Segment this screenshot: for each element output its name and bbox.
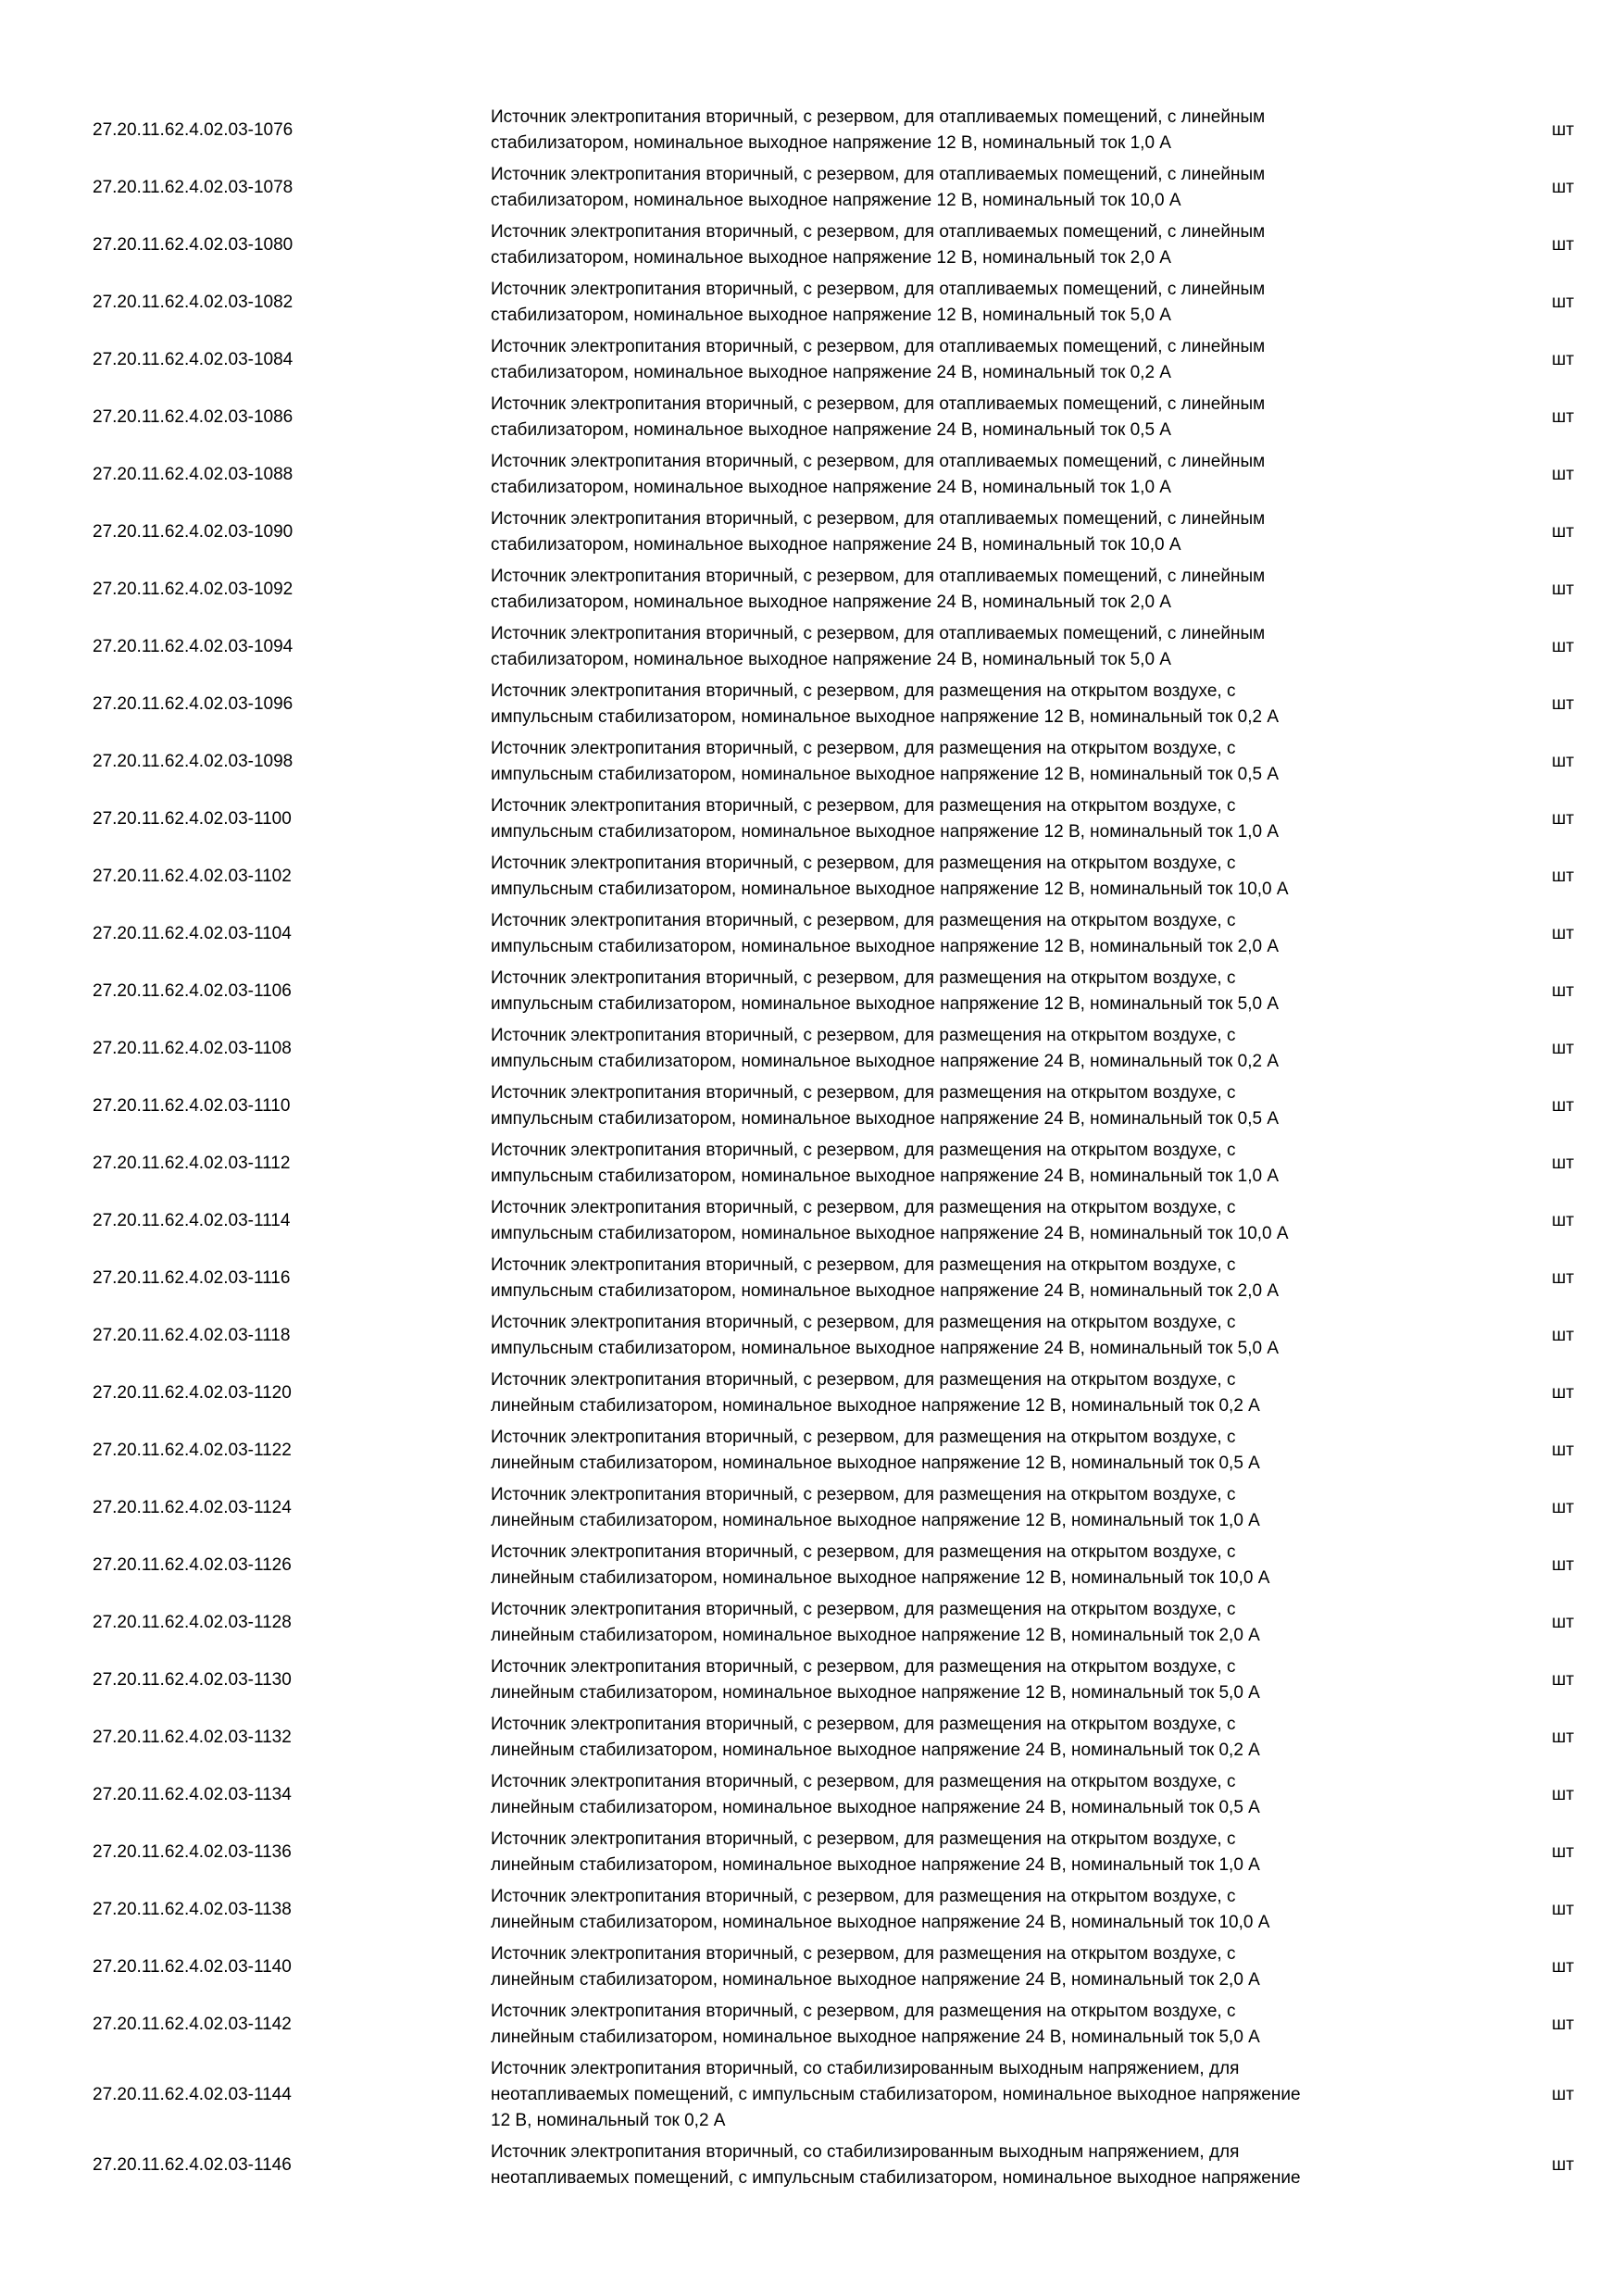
item-description: [491, 1881, 1435, 1939]
description-line: Источник электропитания вторичный, с резервом, для размещения на открытом воздухе, с: [491, 1600, 1236, 1619]
description-line: Источник электропитания вторичный, с резервом, для размещения на открытом воздухе, с: [491, 911, 1236, 930]
item-code: 27.20.11.62.4.02.03-1078: [93, 178, 294, 197]
description-line: линейным стабилизатором, номинальное выходное напряжение 24 В, номинальный ток 5,0 А: [491, 2028, 1260, 2047]
item-code: 27.20.11.62.4.02.03-1142: [93, 2015, 292, 2034]
description-line: 12 В, номинальный ток 0,2 А: [491, 2111, 726, 2130]
description-line: линейным стабилизатором, номинальное выходное напряжение 12 В, номинальный ток 0,5 А: [491, 1454, 1260, 1473]
item-code: 27.20.11.62.4.02.03-1088: [93, 465, 294, 484]
table-row: [93, 389, 1574, 446]
description-line: Источник электропитания вторичный, со стабилизированным выходным напряжением, для: [491, 2059, 1240, 2078]
description-line: импульсным стабилизатором, номинальное выходное напряжение 12 В, номинальный ток 0,5 А: [491, 765, 1280, 784]
item-description: [491, 1824, 1435, 1881]
description-line: Источник электропитания вторичный, с резервом, для размещения на открытом воздухе, с: [491, 854, 1236, 873]
item-unit: шт: [1552, 2015, 1574, 2034]
item-unit: шт: [1552, 178, 1574, 197]
item-code: 27.20.11.62.4.02.03-1094: [93, 637, 294, 656]
table-row: [93, 561, 1574, 618]
description-line: импульсным стабилизатором, номинальное выходное напряжение 12 В, номинальный ток 1,0 А: [491, 822, 1280, 842]
item-unit: шт: [1552, 1211, 1574, 1230]
item-description: [491, 102, 1435, 159]
description-line: Источник электропитания вторичный, с резервом, для отапливаемых помещений, с линейным: [491, 337, 1266, 356]
item-unit: шт: [1552, 752, 1574, 771]
item-description: [491, 1939, 1435, 1996]
item-unit: шт: [1552, 1096, 1574, 1116]
description-line: линейным стабилизатором, номинальное выходное напряжение 12 В, номинальный ток 0,2 А: [491, 1396, 1260, 1416]
description-line: Источник электропитания вторичный, с резервом, для размещения на открытом воздухе, с: [491, 1944, 1236, 1964]
description-line: импульсным стабилизатором, номинальное выходное напряжение 24 В, номинальный ток 1,0 А: [491, 1167, 1280, 1186]
description-line: неотапливаемых помещений, с импульсным стабилизатором, номинальное выходное напряжение: [491, 2168, 1301, 2188]
item-unit: шт: [1552, 1154, 1574, 1173]
item-description: [491, 1996, 1435, 2053]
item-description: [491, 676, 1435, 733]
item-description: [491, 791, 1435, 848]
table-row: [93, 1422, 1574, 1479]
item-code: 27.20.11.62.4.02.03-1128: [93, 1613, 292, 1632]
description-line: Источник электропитания вторичный, с резервом, для размещения на открытом воздухе, с: [491, 796, 1236, 816]
item-code: 27.20.11.62.4.02.03-1140: [93, 1957, 292, 1977]
item-description: [491, 331, 1435, 389]
item-description: [491, 1250, 1435, 1307]
description-line: линейным стабилизатором, номинальное выходное напряжение 12 В, номинальный ток 10,0 А: [491, 1568, 1270, 1588]
item-unit: шт: [1552, 522, 1574, 542]
item-description: [491, 2137, 1435, 2194]
item-description: [491, 1709, 1435, 1766]
item-code: 27.20.11.62.4.02.03-1090: [93, 522, 294, 542]
description-line: Источник электропитания вторичный, с резервом, для отапливаемых помещений, с линейным: [491, 394, 1266, 414]
table-row: [93, 1135, 1574, 1192]
table-row: [93, 905, 1574, 963]
description-line: линейным стабилизатором, номинальное выходное напряжение 24 В, номинальный ток 0,5 А: [491, 1798, 1260, 1817]
description-line: Источник электропитания вторичный, с резервом, для размещения на открытом воздухе, с: [491, 1772, 1236, 1791]
table-row: [93, 102, 1574, 159]
item-code: 27.20.11.62.4.02.03-1106: [93, 981, 292, 1001]
description-line: Источник электропитания вторичный, с резервом, для размещения на открытом воздухе, с: [491, 1829, 1236, 1849]
description-line: Источник электропитания вторичный, с резервом, для размещения на открытом воздухе, с: [491, 1141, 1236, 1160]
item-code: 27.20.11.62.4.02.03-1092: [93, 580, 294, 599]
item-code: 27.20.11.62.4.02.03-1110: [93, 1096, 291, 1116]
item-unit: шт: [1552, 1498, 1574, 1517]
item-unit: шт: [1552, 694, 1574, 714]
table-row: [93, 274, 1574, 331]
item-unit: шт: [1552, 1555, 1574, 1575]
table-row: [93, 1479, 1574, 1537]
item-description: [491, 1078, 1435, 1135]
item-unit: шт: [1552, 981, 1574, 1001]
description-line: импульсным стабилизатором, номинальное выходное напряжение 24 В, номинальный ток 0,2 А: [491, 1052, 1280, 1071]
item-code: 27.20.11.62.4.02.03-1108: [93, 1039, 292, 1058]
table-row: [93, 963, 1574, 1020]
table-row: [93, 1709, 1574, 1766]
item-unit: шт: [1552, 1728, 1574, 1747]
table-row: [93, 1537, 1574, 1594]
table-row: [93, 1652, 1574, 1709]
item-unit: шт: [1552, 293, 1574, 312]
item-description: [491, 217, 1435, 274]
table-row: [93, 1307, 1574, 1365]
item-code: 27.20.11.62.4.02.03-1124: [93, 1498, 292, 1517]
item-code: 27.20.11.62.4.02.03-1126: [93, 1555, 292, 1575]
item-unit: шт: [1552, 2155, 1574, 2175]
table-row: [93, 1881, 1574, 1939]
item-description: [491, 1020, 1435, 1078]
description-line: Источник электропитания вторичный, с резервом, для размещения на открытом воздухе, с: [491, 2002, 1236, 2021]
item-unit: шт: [1552, 120, 1574, 140]
description-line: Источник электропитания вторичный, с резервом, для отапливаемых помещений, с линейным: [491, 222, 1266, 242]
item-code: 27.20.11.62.4.02.03-1102: [93, 867, 292, 886]
item-description: [491, 963, 1435, 1020]
item-code: 27.20.11.62.4.02.03-1144: [93, 2085, 292, 2104]
table-row: [93, 331, 1574, 389]
item-description: [491, 1594, 1435, 1652]
table-row: [93, 1365, 1574, 1422]
item-description: [491, 905, 1435, 963]
item-description: [491, 1537, 1435, 1594]
item-unit: шт: [1552, 1383, 1574, 1403]
item-unit: шт: [1552, 809, 1574, 829]
description-line: импульсным стабилизатором, номинальное выходное напряжение 12 В, номинальный ток 5,0 А: [491, 994, 1280, 1014]
item-description: [491, 446, 1435, 504]
description-line: Источник электропитания вторичный, с резервом, для размещения на открытом воздухе, с: [491, 1887, 1236, 1906]
description-line: линейным стабилизатором, номинальное выходное напряжение 24 В, номинальный ток 0,2 А: [491, 1741, 1260, 1760]
description-line: Источник электропитания вторичный, с резервом, для отапливаемых помещений, с линейным: [491, 452, 1266, 471]
item-code: 27.20.11.62.4.02.03-1096: [93, 694, 294, 714]
table-row: [93, 618, 1574, 676]
description-line: Источник электропитания вторичный, с резервом, для размещения на открытом воздухе, с: [491, 1255, 1236, 1275]
table-row: [93, 1824, 1574, 1881]
table-row: [93, 848, 1574, 905]
description-line: Источник электропитания вторичный, с резервом, для размещения на открытом воздухе, с: [491, 1542, 1236, 1562]
description-line: Источник электропитания вторичный, с резервом, для отапливаемых помещений, с линейным: [491, 280, 1266, 299]
item-description: [491, 1135, 1435, 1192]
table-row: [93, 446, 1574, 504]
description-line: линейным стабилизатором, номинальное выходное напряжение 24 В, номинальный ток 2,0 А: [491, 1970, 1260, 1990]
description-line: Источник электропитания вторичный, с резервом, для размещения на открытом воздухе, с: [491, 681, 1236, 701]
item-code: 27.20.11.62.4.02.03-1136: [93, 1842, 292, 1862]
table-row: [93, 2137, 1574, 2194]
description-line: Источник электропитания вторичный, с резервом, для размещения на открытом воздухе, с: [491, 1428, 1236, 1447]
item-description: [491, 1652, 1435, 1709]
item-unit: шт: [1552, 350, 1574, 369]
description-line: стабилизатором, номинальное выходное напряжение 12 В, номинальный ток 1,0 А: [491, 133, 1171, 153]
description-line: импульсным стабилизатором, номинальное выходное напряжение 12 В, номинальный ток 2,0 А: [491, 937, 1280, 956]
item-description: [491, 848, 1435, 905]
item-code: 27.20.11.62.4.02.03-1114: [93, 1211, 291, 1230]
item-code: 27.20.11.62.4.02.03-1146: [93, 2155, 292, 2175]
item-code: 27.20.11.62.4.02.03-1086: [93, 407, 294, 427]
item-description: [491, 504, 1435, 561]
table-row: [93, 159, 1574, 217]
item-code: 27.20.11.62.4.02.03-1122: [93, 1441, 292, 1460]
description-line: Источник электропитания вторичный, с резервом, для размещения на открытом воздухе, с: [491, 1026, 1236, 1045]
item-unit: шт: [1552, 1900, 1574, 1919]
description-line: импульсным стабилизатором, номинальное выходное напряжение 24 В, номинальный ток 10,0 А: [491, 1224, 1289, 1243]
item-unit: шт: [1552, 407, 1574, 427]
item-code: 27.20.11.62.4.02.03-1134: [93, 1785, 292, 1804]
item-code: 27.20.11.62.4.02.03-1116: [93, 1268, 291, 1288]
description-line: Источник электропитания вторичный, с резервом, для размещения на открытом воздухе, с: [491, 968, 1236, 988]
description-line: Источник электропитания вторичный, с резервом, для размещения на открытом воздухе, с: [491, 1485, 1236, 1504]
description-line: Источник электропитания вторичный, с резервом, для отапливаемых помещений, с линейным: [491, 107, 1266, 127]
description-line: импульсным стабилизатором, номинальное выходное напряжение 12 В, номинальный ток 0,2 А: [491, 707, 1280, 727]
description-line: Источник электропитания вторичный, со стабилизированным выходным напряжением, для: [491, 2142, 1240, 2162]
table-row: [93, 1766, 1574, 1824]
description-line: импульсным стабилизатором, номинальное выходное напряжение 24 В, номинальный ток 5,0 А: [491, 1339, 1280, 1358]
description-line: стабилизатором, номинальное выходное напряжение 24 В, номинальный ток 1,0 А: [491, 478, 1171, 497]
description-line: Источник электропитания вторичный, с резервом, для размещения на открытом воздухе, с: [491, 1370, 1236, 1390]
description-line: линейным стабилизатором, номинальное выходное напряжение 12 В, номинальный ток 2,0 А: [491, 1626, 1260, 1645]
item-description: [491, 2053, 1435, 2137]
item-unit: шт: [1552, 924, 1574, 943]
item-unit: шт: [1552, 1842, 1574, 1862]
item-unit: шт: [1552, 235, 1574, 255]
item-unit: шт: [1552, 1039, 1574, 1058]
table-row: [93, 1996, 1574, 2053]
description-line: линейным стабилизатором, номинальное выходное напряжение 24 В, номинальный ток 1,0 А: [491, 1855, 1260, 1875]
item-unit: шт: [1552, 1785, 1574, 1804]
item-description: [491, 159, 1435, 217]
item-description: [491, 733, 1435, 791]
description-line: стабилизатором, номинальное выходное напряжение 24 В, номинальный ток 2,0 А: [491, 593, 1171, 612]
description-line: неотапливаемых помещений, с импульсным стабилизатором, номинальное выходное напряжение: [491, 2085, 1301, 2104]
description-line: линейным стабилизатором, номинальное выходное напряжение 12 В, номинальный ток 1,0 А: [491, 1511, 1260, 1530]
item-unit: шт: [1552, 465, 1574, 484]
item-unit: шт: [1552, 580, 1574, 599]
table-row: [93, 791, 1574, 848]
item-description: [491, 389, 1435, 446]
description-line: Источник электропитания вторичный, с резервом, для отапливаемых помещений, с линейным: [491, 165, 1266, 184]
description-line: стабилизатором, номинальное выходное напряжение 12 В, номинальный ток 10,0 А: [491, 191, 1181, 210]
table-row: [93, 1078, 1574, 1135]
description-line: Источник электропитания вторичный, с резервом, для отапливаемых помещений, с линейным: [491, 624, 1266, 643]
table-row: [93, 1192, 1574, 1250]
description-line: Источник электропитания вторичный, с резервом, для размещения на открытом воздухе, с: [491, 1198, 1236, 1217]
item-unit: шт: [1552, 637, 1574, 656]
item-description: [491, 618, 1435, 676]
item-unit: шт: [1552, 1268, 1574, 1288]
item-unit: шт: [1552, 2085, 1574, 2104]
table-row: [93, 2053, 1574, 2137]
item-code: 27.20.11.62.4.02.03-1120: [93, 1383, 292, 1403]
item-description: [491, 274, 1435, 331]
item-code: 27.20.11.62.4.02.03-1080: [93, 235, 294, 255]
item-unit: шт: [1552, 867, 1574, 886]
item-code: 27.20.11.62.4.02.03-1082: [93, 293, 294, 312]
item-description: [491, 1307, 1435, 1365]
description-line: Источник электропитания вторичный, с резервом, для размещения на открытом воздухе, с: [491, 1313, 1236, 1332]
description-line: стабилизатором, номинальное выходное напряжение 24 В, номинальный ток 0,5 А: [491, 420, 1171, 440]
item-unit: шт: [1552, 1670, 1574, 1690]
description-line: линейным стабилизатором, номинальное выходное напряжение 12 В, номинальный ток 5,0 А: [491, 1683, 1260, 1703]
description-line: Источник электропитания вторичный, с резервом, для отапливаемых помещений, с линейным: [491, 509, 1266, 529]
item-code: 27.20.11.62.4.02.03-1100: [93, 809, 292, 829]
item-code: 27.20.11.62.4.02.03-1084: [93, 350, 294, 369]
table-row: [93, 1939, 1574, 1996]
description-line: импульсным стабилизатором, номинальное выходное напряжение 24 В, номинальный ток 0,5 А: [491, 1109, 1280, 1129]
item-code: 27.20.11.62.4.02.03-1132: [93, 1728, 292, 1747]
description-line: стабилизатором, номинальное выходное напряжение 24 В, номинальный ток 5,0 А: [491, 650, 1171, 669]
item-unit: шт: [1552, 1441, 1574, 1460]
item-code: 27.20.11.62.4.02.03-1118: [93, 1326, 291, 1345]
item-description: [491, 1422, 1435, 1479]
item-description: [491, 1365, 1435, 1422]
table-row: [93, 733, 1574, 791]
item-code: 27.20.11.62.4.02.03-1130: [93, 1670, 292, 1690]
item-code: 27.20.11.62.4.02.03-1138: [93, 1900, 292, 1919]
item-code: 27.20.11.62.4.02.03-1076: [93, 120, 294, 140]
table-row: [93, 1250, 1574, 1307]
item-description: [491, 561, 1435, 618]
description-line: стабилизатором, номинальное выходное напряжение 12 В, номинальный ток 5,0 А: [491, 306, 1171, 325]
item-unit: шт: [1552, 1957, 1574, 1977]
description-line: Источник электропитания вторичный, с резервом, для размещения на открытом воздухе, с: [491, 739, 1236, 758]
item-unit: шт: [1552, 1326, 1574, 1345]
table-row: [93, 1594, 1574, 1652]
description-line: стабилизатором, номинальное выходное напряжение 24 В, номинальный ток 10,0 А: [491, 535, 1181, 555]
price-list-table: [93, 102, 1574, 2194]
description-line: Источник электропитания вторичный, с резервом, для размещения на открытом воздухе, с: [491, 1083, 1236, 1103]
table-row: [93, 1020, 1574, 1078]
description-line: Источник электропитания вторичный, с резервом, для отапливаемых помещений, с линейным: [491, 567, 1266, 586]
item-code: 27.20.11.62.4.02.03-1104: [93, 924, 292, 943]
table-row: [93, 676, 1574, 733]
description-line: стабилизатором, номинальное выходное напряжение 24 В, номинальный ток 0,2 А: [491, 363, 1171, 382]
table-body: [93, 102, 1574, 2194]
description-line: Источник электропитания вторичный, с резервом, для размещения на открытом воздухе, с: [491, 1715, 1236, 1734]
item-description: [491, 1479, 1435, 1537]
item-description: [491, 1766, 1435, 1824]
description-line: импульсным стабилизатором, номинальное выходное напряжение 24 В, номинальный ток 2,0 А: [491, 1281, 1280, 1301]
description-line: линейным стабилизатором, номинальное выходное напряжение 24 В, номинальный ток 10,0 А: [491, 1913, 1270, 1932]
item-unit: шт: [1552, 1613, 1574, 1632]
table-row: [93, 504, 1574, 561]
item-code: 27.20.11.62.4.02.03-1098: [93, 752, 294, 771]
table-row: [93, 217, 1574, 274]
description-line: Источник электропитания вторичный, с резервом, для размещения на открытом воздухе, с: [491, 1657, 1236, 1677]
description-line: стабилизатором, номинальное выходное напряжение 12 В, номинальный ток 2,0 А: [491, 248, 1171, 268]
description-line: импульсным стабилизатором, номинальное выходное напряжение 12 В, номинальный ток 10,0 А: [491, 880, 1289, 899]
item-description: [491, 1192, 1435, 1250]
item-code: 27.20.11.62.4.02.03-1112: [93, 1154, 291, 1173]
